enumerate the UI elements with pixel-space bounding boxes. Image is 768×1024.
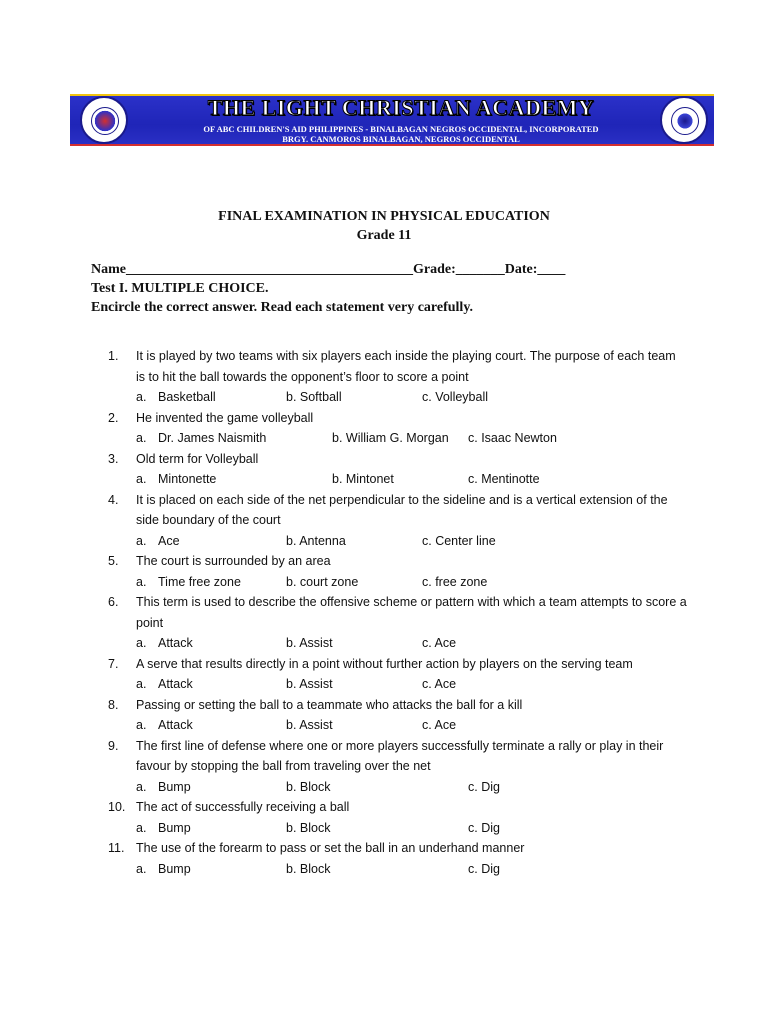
deped-seal-icon	[660, 96, 708, 144]
school-address: BRGY. CANMOROS BINALBAGAN, NEGROS OCCIDENTAL	[282, 134, 520, 144]
answer-option-c[interactable]	[422, 531, 496, 552]
option-letter: a.	[136, 431, 147, 445]
answer-option-a[interactable]	[136, 715, 193, 736]
option-letter: a.	[136, 779, 147, 794]
school-seal-icon	[80, 96, 128, 144]
option-text: b. Assist	[286, 677, 333, 691]
option-letter: a.	[136, 533, 147, 548]
question-number: 2.	[108, 410, 119, 425]
option-text: c. Dig	[468, 820, 500, 835]
option-text: b. William G. Morgan	[332, 431, 449, 445]
question-number: 9.	[108, 738, 119, 753]
option-text: b. Assist	[286, 718, 333, 732]
exam-grade: Grade 11	[356, 228, 412, 243]
question-item	[108, 592, 688, 633]
question-number: 8.	[108, 697, 119, 712]
answer-option-b[interactable]	[286, 387, 342, 408]
option-text: Bump	[158, 779, 191, 794]
option-text: c. Ace	[422, 718, 457, 732]
option-letter: a.	[136, 820, 147, 835]
option-text: b. Block	[286, 861, 331, 876]
answer-option-c[interactable]	[422, 387, 488, 408]
option-text: c. Dig	[468, 779, 500, 794]
option-text: c. Dig	[468, 861, 500, 876]
answer-option-c[interactable]	[468, 818, 500, 839]
question-item	[108, 797, 688, 818]
option-text: b. court zone	[286, 574, 359, 589]
answer-option-b[interactable]	[286, 818, 330, 839]
question-number: 10.	[108, 800, 126, 814]
question-text: The court is surrounded by an area	[136, 554, 331, 568]
option-text: c. Center line	[422, 533, 496, 548]
option-text: Ace	[158, 533, 180, 548]
question-number: 6.	[108, 595, 119, 609]
option-letter: a.	[136, 861, 147, 876]
option-text: Bump	[158, 861, 191, 876]
option-text: Bump	[158, 820, 191, 835]
option-text: Mintonette	[158, 472, 217, 486]
question-number: 4.	[108, 492, 119, 507]
option-text: b. Block	[286, 820, 331, 835]
question-text: Old term for Volleyball	[136, 451, 259, 466]
option-text: c. Isaac Newton	[468, 431, 557, 445]
question-list	[108, 346, 688, 879]
question-item	[108, 490, 688, 531]
option-text: b. Antenna	[286, 533, 346, 548]
answer-option-b[interactable]	[286, 674, 333, 695]
option-text: Time free zone	[158, 574, 241, 589]
question-number: 3.	[108, 451, 119, 466]
answer-option-c[interactable]	[422, 715, 456, 736]
option-text: Attack	[158, 718, 193, 732]
answer-option-b[interactable]	[286, 859, 330, 880]
question-item	[108, 736, 688, 777]
option-letter: a.	[136, 390, 147, 404]
option-text: b. Softball	[286, 390, 342, 404]
question-item	[108, 654, 688, 675]
answer-option-c[interactable]	[468, 859, 500, 880]
answer-option-a[interactable]	[136, 428, 266, 449]
question-number: 11.	[108, 841, 125, 855]
instructions: Encircle the correct answer. Read each statement very carefully.	[91, 300, 474, 315]
option-text: b. Assist	[286, 636, 333, 650]
question-item	[108, 408, 688, 429]
option-letter: a.	[136, 472, 147, 486]
answer-options	[108, 777, 688, 798]
answer-option-b[interactable]	[286, 531, 346, 552]
answer-option-a[interactable]	[136, 674, 193, 695]
answer-option-c[interactable]	[422, 572, 487, 593]
option-letter: a.	[136, 636, 147, 650]
question-text: The use of the forearm to pass or set the ball in an underhand manner	[136, 841, 525, 855]
test-label: Test I. MULTIPLE CHOICE.	[91, 281, 269, 296]
answer-options	[108, 469, 688, 490]
question-text: The act of successfully receiving a ball	[136, 800, 350, 814]
option-text: c. Ace	[422, 636, 457, 650]
option-letter: a.	[136, 574, 147, 589]
answer-options	[108, 818, 688, 839]
answer-option-b[interactable]	[286, 715, 333, 736]
answer-options	[108, 387, 688, 408]
name-grade-date-line: Name_________________________________________Grade:_______Date:____	[91, 262, 566, 277]
option-text: c. Ace	[422, 677, 457, 691]
option-letter: a.	[136, 677, 147, 691]
question-item	[108, 551, 688, 572]
option-text: b. Block	[286, 779, 331, 794]
question-number: 1.	[108, 349, 119, 363]
option-text: c. Mentinotte	[468, 472, 540, 486]
school-name: THE LIGHT CHRISTIAN ACADEMY	[207, 95, 595, 120]
answer-options	[108, 572, 688, 593]
question-text: A serve that results directly in a point without further action by players on the serving team	[136, 656, 633, 671]
answer-options	[108, 633, 688, 654]
answer-option-a[interactable]	[136, 572, 241, 593]
question-text: It is played by two teams with six players each inside the playing court. The purpose of each team is to hit the ball towards the opponent’s floor to score a point	[136, 349, 676, 384]
option-text: c. free zone	[422, 574, 488, 589]
question-item	[108, 346, 688, 387]
question-text: The first line of defense where one or more players successfully terminate a rally or play in their favour by stopping the ball from traveling over the net	[136, 738, 664, 773]
answer-option-b[interactable]	[286, 633, 333, 654]
option-text: Dr. James Naismith	[158, 431, 267, 445]
question-text: This term is used to describe the offensive scheme or pattern with which a team attempts to score a point	[136, 595, 687, 630]
question-number: 7.	[108, 656, 119, 671]
answer-options	[108, 674, 688, 695]
answer-options	[108, 859, 688, 880]
question-item	[108, 449, 688, 470]
question-number: 5.	[108, 554, 119, 568]
answer-option-a[interactable]	[136, 777, 191, 798]
answer-option-c[interactable]	[468, 777, 500, 798]
answer-option-c[interactable]	[422, 633, 456, 654]
option-text: Attack	[158, 677, 193, 691]
question-text: Passing or setting the ball to a teammate who attacks the ball for a kill	[136, 697, 523, 712]
answer-option-b[interactable]	[332, 428, 449, 449]
answer-option-a[interactable]	[136, 633, 193, 654]
option-letter: a.	[136, 718, 147, 732]
answer-option-c[interactable]	[468, 428, 557, 449]
answer-option-a[interactable]	[136, 859, 191, 880]
answer-option-c[interactable]	[422, 674, 456, 695]
school-banner	[70, 94, 714, 146]
option-text: Basketball	[158, 390, 216, 404]
question-item	[108, 695, 688, 716]
answer-option-b[interactable]	[332, 469, 394, 490]
question-text: It is placed on each side of the net perpendicular to the sideline and is a vertical extension of the side boundary of the court	[136, 492, 668, 527]
answer-option-c[interactable]	[468, 469, 540, 490]
option-text: Attack	[158, 636, 193, 650]
option-text: b. Mintonet	[332, 472, 394, 486]
answer-option-a[interactable]	[136, 818, 191, 839]
exam-title: FINAL EXAMINATION IN PHYSICAL EDUCATION	[218, 209, 550, 224]
answer-options	[108, 715, 688, 736]
answer-option-b[interactable]	[286, 572, 358, 593]
answer-options	[108, 428, 688, 449]
school-affiliation: OF ABC CHILDREN'S AID PHILIPPINES - BINALBAGAN NEGROS OCCIDENTAL, INCORPORATED	[203, 124, 599, 134]
option-text: c. Volleyball	[422, 390, 489, 404]
answer-option-a[interactable]	[136, 387, 216, 408]
answer-option-b[interactable]	[286, 777, 330, 798]
question-item	[108, 838, 688, 859]
answer-option-a[interactable]	[136, 531, 180, 552]
answer-option-a[interactable]	[136, 469, 216, 490]
question-text: He invented the game volleyball	[136, 410, 314, 425]
answer-options	[108, 531, 688, 552]
